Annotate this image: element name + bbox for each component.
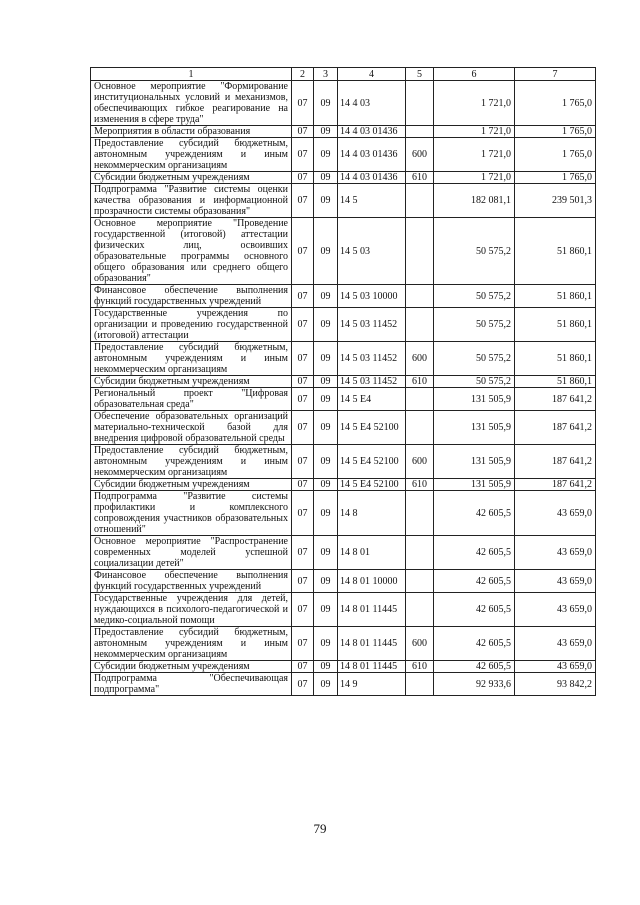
column-header: 3 xyxy=(314,68,338,81)
row-description: Государственные учреждения по организации и проведению государственной (итоговой) аттестации xyxy=(91,308,292,342)
row-description: Подпрограмма "Развитие системы профилактики и комплексного сопровождения участников образовательных отношений" xyxy=(91,491,292,536)
expense-type-code: 610 xyxy=(406,661,434,673)
subsection-code: 09 xyxy=(314,126,338,138)
row-description: Субсидии бюджетным учреждениям xyxy=(91,479,292,491)
table-row xyxy=(91,445,596,479)
target-article-code: 14 5 E4 52100 xyxy=(338,411,406,445)
budget-table xyxy=(90,67,596,696)
amount-year-1: 92 933,6 xyxy=(434,673,515,696)
amount-year-2: 187 641,2 xyxy=(515,388,596,411)
amount-year-2: 43 659,0 xyxy=(515,627,596,661)
target-article-code: 14 5 03 11452 xyxy=(338,342,406,376)
amount-year-2: 43 659,0 xyxy=(515,570,596,593)
table-row xyxy=(91,285,596,308)
row-description: Предоставление субсидий бюджетным, автономным учреждениям и иным некоммерческим организациям xyxy=(91,342,292,376)
row-description: Субсидии бюджетным учреждениям xyxy=(91,661,292,673)
section-code: 07 xyxy=(292,411,314,445)
table-row xyxy=(91,673,596,696)
amount-year-1: 1 721,0 xyxy=(434,172,515,184)
expense-type-code xyxy=(406,81,434,126)
subsection-code: 09 xyxy=(314,388,338,411)
section-code: 07 xyxy=(292,285,314,308)
subsection-code: 09 xyxy=(314,308,338,342)
column-header: 4 xyxy=(338,68,406,81)
target-article-code: 14 5 E4 52100 xyxy=(338,445,406,479)
target-article-code: 14 8 xyxy=(338,491,406,536)
column-header: 5 xyxy=(406,68,434,81)
amount-year-2: 1 765,0 xyxy=(515,126,596,138)
subsection-code: 09 xyxy=(314,138,338,172)
expense-type-code xyxy=(406,673,434,696)
section-code: 07 xyxy=(292,445,314,479)
section-code: 07 xyxy=(292,308,314,342)
target-article-code: 14 5 E4 52100 xyxy=(338,479,406,491)
amount-year-2: 51 860,1 xyxy=(515,376,596,388)
amount-year-2: 43 659,0 xyxy=(515,661,596,673)
expense-type-code: 600 xyxy=(406,627,434,661)
amount-year-1: 50 575,2 xyxy=(434,218,515,285)
row-description: Предоставление субсидий бюджетным, автономным учреждениям и иным некоммерческим организациям xyxy=(91,445,292,479)
target-article-code: 14 8 01 11445 xyxy=(338,661,406,673)
section-code: 07 xyxy=(292,627,314,661)
expense-type-code xyxy=(406,388,434,411)
column-header: 6 xyxy=(434,68,515,81)
row-description: Подпрограмма "Развитие системы оценки качества образования и информационной прозрачности системы образования" xyxy=(91,184,292,218)
amount-year-1: 131 505,9 xyxy=(434,388,515,411)
target-article-code: 14 5 03 10000 xyxy=(338,285,406,308)
row-description: Финансовое обеспечение выполнения функций государственных учреждений xyxy=(91,570,292,593)
subsection-code: 09 xyxy=(314,81,338,126)
column-header: 7 xyxy=(515,68,596,81)
amount-year-1: 50 575,2 xyxy=(434,308,515,342)
subsection-code: 09 xyxy=(314,184,338,218)
amount-year-2: 1 765,0 xyxy=(515,81,596,126)
target-article-code: 14 5 03 11452 xyxy=(338,308,406,342)
row-description: Основное мероприятие "Проведение государственной (итоговой) аттестации физических лиц, освоивших образовательные программы основного общего образования или среднего общего образования" xyxy=(91,218,292,285)
expense-type-code: 610 xyxy=(406,479,434,491)
amount-year-1: 131 505,9 xyxy=(434,445,515,479)
subsection-code: 09 xyxy=(314,673,338,696)
subsection-code: 09 xyxy=(314,661,338,673)
section-code: 07 xyxy=(292,342,314,376)
row-description: Основное мероприятие "Распространение современных моделей успешной социализации детей" xyxy=(91,536,292,570)
subsection-code: 09 xyxy=(314,445,338,479)
subsection-code: 09 xyxy=(314,172,338,184)
expense-type-code xyxy=(406,126,434,138)
section-code: 07 xyxy=(292,172,314,184)
table-row xyxy=(91,308,596,342)
row-description: Предоставление субсидий бюджетным, автономным учреждениям и иным некоммерческим организациям xyxy=(91,627,292,661)
expense-type-code xyxy=(406,593,434,627)
expense-type-code: 600 xyxy=(406,445,434,479)
amount-year-1: 50 575,2 xyxy=(434,285,515,308)
amount-year-2: 93 842,2 xyxy=(515,673,596,696)
expense-type-code xyxy=(406,536,434,570)
amount-year-1: 50 575,2 xyxy=(434,376,515,388)
target-article-code: 14 8 01 xyxy=(338,536,406,570)
amount-year-1: 42 605,5 xyxy=(434,491,515,536)
expense-type-code: 610 xyxy=(406,172,434,184)
amount-year-1: 1 721,0 xyxy=(434,138,515,172)
header-row xyxy=(91,68,596,81)
subsection-code: 09 xyxy=(314,342,338,376)
expense-type-code xyxy=(406,184,434,218)
subsection-code: 09 xyxy=(314,627,338,661)
subsection-code: 09 xyxy=(314,479,338,491)
amount-year-1: 42 605,5 xyxy=(434,536,515,570)
page-number: 79 xyxy=(313,821,327,836)
expense-type-code xyxy=(406,411,434,445)
amount-year-1: 42 605,5 xyxy=(434,593,515,627)
amount-year-1: 1 721,0 xyxy=(434,126,515,138)
budget-table-container xyxy=(90,67,595,696)
amount-year-1: 131 505,9 xyxy=(434,479,515,491)
expense-type-code xyxy=(406,308,434,342)
table-row xyxy=(91,342,596,376)
amount-year-2: 51 860,1 xyxy=(515,308,596,342)
column-header: 2 xyxy=(292,68,314,81)
subsection-code: 09 xyxy=(314,593,338,627)
row-description: Подпрограмма "Обеспечивающая подпрограмма" xyxy=(91,673,292,696)
table-row xyxy=(91,593,596,627)
table-row xyxy=(91,81,596,126)
table-row xyxy=(91,172,596,184)
amount-year-1: 182 081,1 xyxy=(434,184,515,218)
section-code: 07 xyxy=(292,376,314,388)
row-description: Субсидии бюджетным учреждениям xyxy=(91,376,292,388)
amount-year-2: 51 860,1 xyxy=(515,218,596,285)
target-article-code: 14 5 03 xyxy=(338,218,406,285)
amount-year-2: 187 641,2 xyxy=(515,445,596,479)
amount-year-1: 1 721,0 xyxy=(434,81,515,126)
table-body xyxy=(91,68,596,696)
subsection-code: 09 xyxy=(314,285,338,308)
table-row xyxy=(91,627,596,661)
amount-year-1: 42 605,5 xyxy=(434,627,515,661)
expense-type-code xyxy=(406,218,434,285)
section-code: 07 xyxy=(292,81,314,126)
table-row xyxy=(91,184,596,218)
section-code: 07 xyxy=(292,138,314,172)
row-description: Субсидии бюджетным учреждениям xyxy=(91,172,292,184)
row-description: Государственные учреждения для детей, нуждающихся в психолого-педагогической и медико-социальной помощи xyxy=(91,593,292,627)
target-article-code: 14 4 03 xyxy=(338,81,406,126)
target-article-code: 14 4 03 01436 xyxy=(338,126,406,138)
table-row xyxy=(91,661,596,673)
section-code: 07 xyxy=(292,184,314,218)
table-row xyxy=(91,138,596,172)
amount-year-2: 43 659,0 xyxy=(515,491,596,536)
amount-year-2: 1 765,0 xyxy=(515,138,596,172)
subsection-code: 09 xyxy=(314,376,338,388)
amount-year-2: 187 641,2 xyxy=(515,411,596,445)
amount-year-2: 43 659,0 xyxy=(515,593,596,627)
target-article-code: 14 8 01 11445 xyxy=(338,627,406,661)
amount-year-2: 187 641,2 xyxy=(515,479,596,491)
row-description: Мероприятия в области образования xyxy=(91,126,292,138)
section-code: 07 xyxy=(292,661,314,673)
subsection-code: 09 xyxy=(314,411,338,445)
target-article-code: 14 8 01 10000 xyxy=(338,570,406,593)
amount-year-2: 43 659,0 xyxy=(515,536,596,570)
target-article-code: 14 5 E4 xyxy=(338,388,406,411)
amount-year-2: 1 765,0 xyxy=(515,172,596,184)
table-row xyxy=(91,570,596,593)
section-code: 07 xyxy=(292,491,314,536)
column-header: 1 xyxy=(91,68,292,81)
table-row xyxy=(91,218,596,285)
amount-year-1: 131 505,9 xyxy=(434,411,515,445)
section-code: 07 xyxy=(292,388,314,411)
target-article-code: 14 4 03 01436 xyxy=(338,172,406,184)
row-description: Обеспечение образовательных организаций материально-технической базой для внедрения цифровой образовательной среды xyxy=(91,411,292,445)
section-code: 07 xyxy=(292,479,314,491)
table-row xyxy=(91,376,596,388)
row-description: Финансовое обеспечение выполнения функций государственных учреждений xyxy=(91,285,292,308)
expense-type-code: 610 xyxy=(406,376,434,388)
subsection-code: 09 xyxy=(314,570,338,593)
amount-year-2: 239 501,3 xyxy=(515,184,596,218)
section-code: 07 xyxy=(292,673,314,696)
table-row xyxy=(91,491,596,536)
subsection-code: 09 xyxy=(314,491,338,536)
row-description: Предоставление субсидий бюджетным, автономным учреждениям и иным некоммерческим организациям xyxy=(91,138,292,172)
target-article-code: 14 5 xyxy=(338,184,406,218)
target-article-code: 14 4 03 01436 xyxy=(338,138,406,172)
expense-type-code xyxy=(406,285,434,308)
target-article-code: 14 9 xyxy=(338,673,406,696)
expense-type-code: 600 xyxy=(406,138,434,172)
expense-type-code xyxy=(406,570,434,593)
row-description: Региональный проект "Цифровая образовательная среда" xyxy=(91,388,292,411)
target-article-code: 14 5 03 11452 xyxy=(338,376,406,388)
subsection-code: 09 xyxy=(314,218,338,285)
section-code: 07 xyxy=(292,126,314,138)
expense-type-code xyxy=(406,491,434,536)
table-row xyxy=(91,411,596,445)
section-code: 07 xyxy=(292,570,314,593)
table-row xyxy=(91,126,596,138)
subsection-code: 09 xyxy=(314,536,338,570)
amount-year-1: 42 605,5 xyxy=(434,661,515,673)
row-description: Основное мероприятие "Формирование институциональных условий и механизмов, обеспечивающих гибкое реагирование на изменения в сфере труда" xyxy=(91,81,292,126)
section-code: 07 xyxy=(292,593,314,627)
table-row xyxy=(91,479,596,491)
table-row xyxy=(91,536,596,570)
amount-year-2: 51 860,1 xyxy=(515,285,596,308)
expense-type-code: 600 xyxy=(406,342,434,376)
amount-year-1: 42 605,5 xyxy=(434,570,515,593)
section-code: 07 xyxy=(292,536,314,570)
table-row xyxy=(91,388,596,411)
amount-year-2: 51 860,1 xyxy=(515,342,596,376)
amount-year-1: 50 575,2 xyxy=(434,342,515,376)
target-article-code: 14 8 01 11445 xyxy=(338,593,406,627)
section-code: 07 xyxy=(292,218,314,285)
